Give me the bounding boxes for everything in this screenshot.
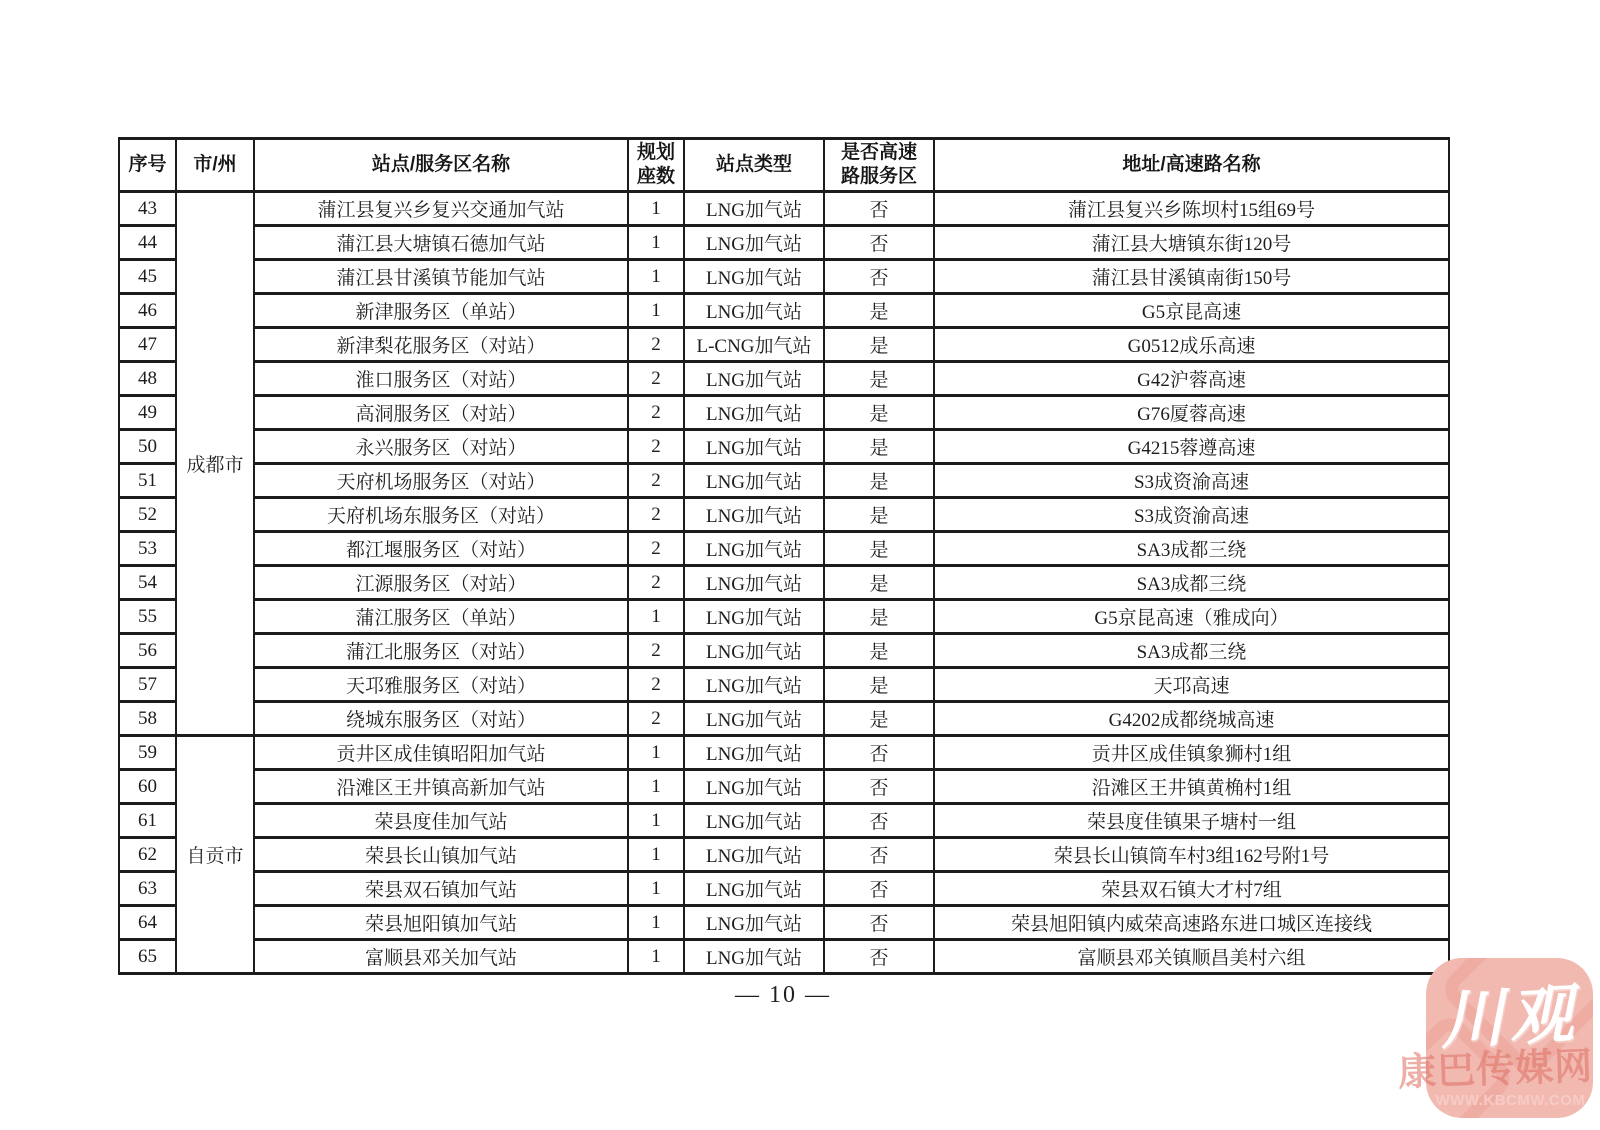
- cell-station-type: LNG加气站: [684, 940, 824, 974]
- cell-station-name: 荣县长山镇加气站: [254, 838, 628, 872]
- cell-address: G5京昆高速（雅成向）: [934, 600, 1449, 634]
- cell-seq: 57: [119, 668, 176, 702]
- cell-seq: 65: [119, 940, 176, 974]
- cell-station-type: LNG加气站: [684, 634, 824, 668]
- cell-address: 蒲江县复兴乡陈坝村15组69号: [934, 192, 1449, 226]
- cell-station-name: 荣县旭阳镇加气站: [254, 906, 628, 940]
- cell-station-type: LNG加气站: [684, 498, 824, 532]
- table-row: [119, 260, 1449, 294]
- table-row: [119, 838, 1449, 872]
- cell-station-name: 高洞服务区（对站）: [254, 396, 628, 430]
- cell-seats: 2: [628, 702, 684, 736]
- cell-seats: 1: [628, 192, 684, 226]
- col-header-highway: [824, 139, 934, 192]
- cell-highway-flag: 是: [824, 362, 934, 396]
- cell-highway-flag: 否: [824, 940, 934, 974]
- cell-station-name: 富顺县邓关加气站: [254, 940, 628, 974]
- cell-highway-flag: 否: [824, 906, 934, 940]
- cell-seq: 50: [119, 430, 176, 464]
- cell-seq: 43: [119, 192, 176, 226]
- cell-seq: 48: [119, 362, 176, 396]
- cell-address: 荣县度佳镇果子塘村一组: [934, 804, 1449, 838]
- cell-station-type: LNG加气站: [684, 872, 824, 906]
- table-row: [119, 736, 1449, 770]
- cell-station-name: 淮口服务区（对站）: [254, 362, 628, 396]
- table-row: [119, 770, 1449, 804]
- cell-seq: 51: [119, 464, 176, 498]
- cell-seats: 2: [628, 668, 684, 702]
- cell-seats: 1: [628, 770, 684, 804]
- watermark-url: WWW.KBCMW.COM: [1435, 1092, 1586, 1109]
- table-row: [119, 872, 1449, 906]
- cell-address: G0512成乐高速: [934, 328, 1449, 362]
- cell-seq: 44: [119, 226, 176, 260]
- cell-station-type: LNG加气站: [684, 532, 824, 566]
- table-row: [119, 498, 1449, 532]
- cell-seq: 47: [119, 328, 176, 362]
- cell-address: 荣县旭阳镇内威荣高速路东进口城区连接线: [934, 906, 1449, 940]
- table-row: [119, 192, 1449, 226]
- cell-seq: 49: [119, 396, 176, 430]
- col-header-city: 市/州: [176, 139, 254, 192]
- cell-highway-flag: 否: [824, 192, 934, 226]
- cell-seats: 2: [628, 634, 684, 668]
- cell-address: G42沪蓉高速: [934, 362, 1449, 396]
- table-row: [119, 464, 1449, 498]
- cell-station-name: 沿滩区王井镇高新加气站: [254, 770, 628, 804]
- col-header-station-type: 站点类型: [684, 139, 824, 192]
- cell-seats: 2: [628, 396, 684, 430]
- table-row: [119, 532, 1449, 566]
- cell-station-name: 绕城东服务区（对站）: [254, 702, 628, 736]
- cell-seats: 1: [628, 736, 684, 770]
- col-header-station-name: 站点/服务区名称: [254, 139, 628, 192]
- cell-seq: 63: [119, 872, 176, 906]
- cell-station-type: LNG加气站: [684, 192, 824, 226]
- cell-station-type: LNG加气站: [684, 600, 824, 634]
- cell-seats: 1: [628, 804, 684, 838]
- cell-address: S3成资渝高速: [934, 498, 1449, 532]
- cell-seats: 1: [628, 260, 684, 294]
- watermark-title: 川观: [1438, 978, 1581, 1057]
- col-header-seats: [628, 139, 684, 192]
- cell-highway-flag: 是: [824, 396, 934, 430]
- table-row: [119, 396, 1449, 430]
- table-row: [119, 226, 1449, 260]
- cell-seats: 2: [628, 362, 684, 396]
- cell-highway-flag: 否: [824, 770, 934, 804]
- cell-highway-flag: 否: [824, 872, 934, 906]
- table-row: [119, 668, 1449, 702]
- cell-seq: 58: [119, 702, 176, 736]
- cell-station-name: 荣县度佳加气站: [254, 804, 628, 838]
- cell-highway-flag: 是: [824, 464, 934, 498]
- cell-address: 蒲江县甘溪镇南街150号: [934, 260, 1449, 294]
- watermark-subtitle: 康巴传媒网: [1397, 1045, 1594, 1095]
- cell-station-type: LNG加气站: [684, 226, 824, 260]
- header-row: [119, 139, 1449, 192]
- cell-address: SA3成都三绕: [934, 566, 1449, 600]
- col-header-seats-line2: 座数: [636, 166, 675, 187]
- cell-address: G5京昆高速: [934, 294, 1449, 328]
- table-row: [119, 328, 1449, 362]
- cell-seq: 46: [119, 294, 176, 328]
- cell-station-type: LNG加气站: [684, 430, 824, 464]
- cell-seq: 64: [119, 906, 176, 940]
- cell-seats: 1: [628, 600, 684, 634]
- cell-station-name: 蒲江北服务区（对站）: [254, 634, 628, 668]
- page-number: — 10 —: [735, 982, 831, 1008]
- cell-station-type: LNG加气站: [684, 906, 824, 940]
- cell-station-name: 蒲江县复兴乡复兴交通加气站: [254, 192, 628, 226]
- table-row: [119, 294, 1449, 328]
- cell-seq: 54: [119, 566, 176, 600]
- cell-seq: 59: [119, 736, 176, 770]
- kbcmw-watermark: [1397, 958, 1594, 1118]
- cell-seats: 1: [628, 838, 684, 872]
- cell-station-name: 荣县双石镇加气站: [254, 872, 628, 906]
- cell-address: 富顺县邓关镇顺昌美村六组: [934, 940, 1449, 974]
- cell-highway-flag: 否: [824, 804, 934, 838]
- cell-station-type: LNG加气站: [684, 668, 824, 702]
- cell-seq: 52: [119, 498, 176, 532]
- cell-highway-flag: 否: [824, 736, 934, 770]
- cell-city: 自贡市: [176, 736, 254, 974]
- cell-address: 荣县长山镇筒车村3组162号附1号: [934, 838, 1449, 872]
- cell-seq: 62: [119, 838, 176, 872]
- cell-seats: 2: [628, 566, 684, 600]
- cell-seats: 1: [628, 872, 684, 906]
- cell-station-name: 江源服务区（对站）: [254, 566, 628, 600]
- col-header-highway-line2: 路服务区: [840, 166, 917, 187]
- table-row: [119, 566, 1449, 600]
- cell-seq: 56: [119, 634, 176, 668]
- cell-address: SA3成都三绕: [934, 634, 1449, 668]
- cell-highway-flag: 是: [824, 498, 934, 532]
- cell-station-type: LNG加气站: [684, 838, 824, 872]
- cell-address: G76厦蓉高速: [934, 396, 1449, 430]
- cell-address: G4202成都绕城高速: [934, 702, 1449, 736]
- cell-address: 贡井区成佳镇象狮村1组: [934, 736, 1449, 770]
- cell-station-name: 新津服务区（单站）: [254, 294, 628, 328]
- cell-station-type: LNG加气站: [684, 294, 824, 328]
- cell-station-name: 蒲江县甘溪镇节能加气站: [254, 260, 628, 294]
- cell-station-name: 天邛雅服务区（对站）: [254, 668, 628, 702]
- cell-station-name: 蒲江服务区（单站）: [254, 600, 628, 634]
- cell-station-type: LNG加气站: [684, 804, 824, 838]
- cell-highway-flag: 是: [824, 328, 934, 362]
- table-row: [119, 906, 1449, 940]
- cell-station-name: 都江堰服务区（对站）: [254, 532, 628, 566]
- cell-station-type: LNG加气站: [684, 362, 824, 396]
- col-header-seq: 序号: [119, 139, 176, 192]
- table-row: [119, 940, 1449, 974]
- table-row: [119, 430, 1449, 464]
- cell-address: 沿滩区王井镇黄桷村1组: [934, 770, 1449, 804]
- cell-seats: 1: [628, 906, 684, 940]
- cell-station-type: L-CNG加气站: [684, 328, 824, 362]
- cell-highway-flag: 是: [824, 430, 934, 464]
- cell-station-type: LNG加气站: [684, 702, 824, 736]
- cell-station-type: LNG加气站: [684, 260, 824, 294]
- gas-station-table: [118, 137, 1450, 975]
- cell-station-name: 永兴服务区（对站）: [254, 430, 628, 464]
- cell-city: 成都市: [176, 192, 254, 736]
- cell-highway-flag: 是: [824, 566, 934, 600]
- cell-seats: 1: [628, 226, 684, 260]
- cell-station-type: LNG加气站: [684, 396, 824, 430]
- cell-highway-flag: 是: [824, 702, 934, 736]
- cell-seq: 61: [119, 804, 176, 838]
- cell-highway-flag: 否: [824, 260, 934, 294]
- cell-station-name: 天府机场东服务区（对站）: [254, 498, 628, 532]
- table-row: [119, 804, 1449, 838]
- cell-seats: 2: [628, 532, 684, 566]
- cell-seats: 2: [628, 464, 684, 498]
- table-row: [119, 362, 1449, 396]
- cell-address: 蒲江县大塘镇东街120号: [934, 226, 1449, 260]
- cell-seats: 2: [628, 430, 684, 464]
- col-header-seats-line1: 规划: [636, 142, 675, 164]
- cell-seq: 45: [119, 260, 176, 294]
- cell-seats: 2: [628, 498, 684, 532]
- table-row: [119, 634, 1449, 668]
- cell-highway-flag: 是: [824, 600, 934, 634]
- cell-highway-flag: 是: [824, 294, 934, 328]
- cell-address: 天邛高速: [934, 668, 1449, 702]
- cell-highway-flag: 是: [824, 668, 934, 702]
- cell-highway-flag: 否: [824, 838, 934, 872]
- cell-address: S3成资渝高速: [934, 464, 1449, 498]
- cell-station-type: LNG加气站: [684, 736, 824, 770]
- cell-seq: 55: [119, 600, 176, 634]
- cell-seq: 53: [119, 532, 176, 566]
- cell-seq: 60: [119, 770, 176, 804]
- cell-station-name: 贡井区成佳镇昭阳加气站: [254, 736, 628, 770]
- cell-station-name: 天府机场服务区（对站）: [254, 464, 628, 498]
- cell-station-name: 新津梨花服务区（对站）: [254, 328, 628, 362]
- cell-seats: 1: [628, 940, 684, 974]
- cell-highway-flag: 否: [824, 226, 934, 260]
- col-header-address: 地址/高速路名称: [934, 139, 1449, 192]
- cell-station-type: LNG加气站: [684, 464, 824, 498]
- table-row: [119, 702, 1449, 736]
- cell-highway-flag: 是: [824, 634, 934, 668]
- cell-station-type: LNG加气站: [684, 566, 824, 600]
- cell-address: 荣县双石镇大才村7组: [934, 872, 1449, 906]
- cell-seats: 2: [628, 328, 684, 362]
- cell-address: G4215蓉遵高速: [934, 430, 1449, 464]
- cell-station-type: LNG加气站: [684, 770, 824, 804]
- table-row: [119, 600, 1449, 634]
- cell-address: SA3成都三绕: [934, 532, 1449, 566]
- cell-seats: 1: [628, 294, 684, 328]
- cell-highway-flag: 是: [824, 532, 934, 566]
- col-header-highway-line1: 是否高速: [840, 142, 917, 164]
- cell-station-name: 蒲江县大塘镇石德加气站: [254, 226, 628, 260]
